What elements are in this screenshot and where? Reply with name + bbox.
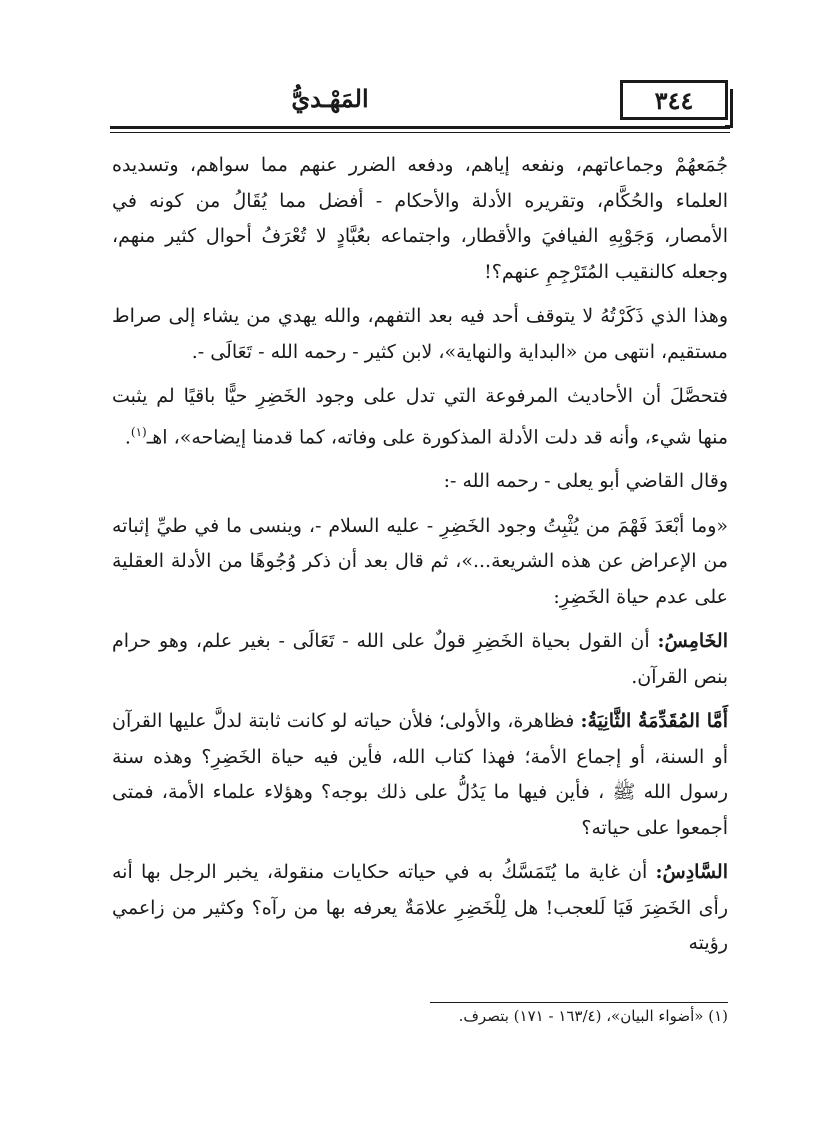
paragraph-4: وقال القاضي أبو يعلى - رحمه الله -: [443,470,728,493]
footnote-rule [430,1002,728,1003]
paragraph-6 [112,624,728,695]
paragraph-5: «وما أبْعَدَ فَهْمَ من يُثْبِتُ وجود الخَضِرِ - عليه السلام -، وينسى ما في طيِّ إثباته من الإعراض عن هذه الشريعة...»، ثم قال بعد أن ذكر وُجُوهًا من الأدلة العقلية على عدم حياة الخَضِرِ: [112,514,728,608]
page-header [110,78,730,126]
paragraph-1: جُمَعهُمْ وجماعاتهم، ونفعه إياهم، ودفعه الضرر عنهم مما سواهم، وتسديده العلماء والحُكَّام، وتقريره الأدلة والأحكام - أفضل مما يُقَالُ من كونه في الأمصار، وَجَوْبِهِ الفيافيَ والأقطار، واجتماعه بعُبَّادٍ لا تُعْرَفُ أحوال كثير منهم، وجعله كالنقيب المُتَرْجِمِ عنهم؟! [112,154,728,283]
running-title: المَهْـديُّ [291,84,369,113]
label-second-premise: أَمَّا المُقَدِّمَةُ الثَّانِيَةُ: [580,710,729,733]
footnote-ref: (١) [130,424,147,439]
paragraph-8-text: أن غاية ما يُتَمَسَّكُ به في حياته حكايات منقولة، يخبر الرجل بها أنه رأى الخَضِرَ فَيَا لَلعجب! هل لِلْخَضِرِ علامَةٌ يعرفه بها من رآه؟ وكثير من زاعمي رؤيته [112,861,728,955]
header-rule-thin [110,132,730,133]
label-sixth: السَّادِسُ: [655,861,728,884]
page-number: ٣٤٤ [620,80,728,120]
footnote [112,1004,728,1028]
footnote-text: «أضواء البيان»، (١٦٣/٤ - ١٧١) بتصرف. [458,1007,704,1025]
header-rule-thick [110,126,730,129]
paragraph-2: وهذا الذي ذَكَرْتُهُ لا يتوقف أحد فيه بعد التفهم، والله يهدي من يشاء إلى صراط مستقيم، انتهى من «البداية والنهاية»، لابن كثير - رحمه الله - تَعَالَى -. [112,305,728,363]
paragraph-7 [112,704,728,846]
footnote-number: (١) [708,1007,728,1025]
paragraph-6-text: أن القول بحياة الخَضِرِ قولٌ على الله - تَعَالَى - بغير علم، وهو حرام بنص القرآن. [112,630,728,688]
body-text [112,148,728,971]
paragraph-3-text: فتحصَّلَ أن الأحاديث المرفوعة التي تدل على وجود الخَضِرِ حيًّا باقيًا لم يثبت منها شيء، وأنه قد دلت الأدلة المذكورة على وفاته، كما قدمنا إيضاحه»، اهـ [112,385,728,448]
paragraph-3: فتحصَّلَ أن الأحاديث المرفوعة التي تدل على وجود الخَضِرِ حيًّا باقيًا لم يثبت منها شيء، وأنه قد دلت الأدلة المذكورة على وفاته، كما قدمنا إيضاحه»، اهـ$^{(١)}$. [112,385,728,448]
label-fifth: الخَامِسُ: [657,630,728,653]
paragraph-8 [112,855,728,962]
paragraph-7-text: فظاهرة، والأولى؛ فلأن حياته لو كانت ثابتة لدلَّ عليها القرآن أو السنة، أو إجماع الأمة؛ فهذا كتاب الله، فأين فيه حياة الخَضِرِ؟ وهذه سنة رسول الله ﷺ ، فأين فيها ما يَدُلُّ على ذلك بوجه؟ وهؤلاء علماء الأمة، فمتى أجمعوا على حياته؟ [112,710,728,839]
